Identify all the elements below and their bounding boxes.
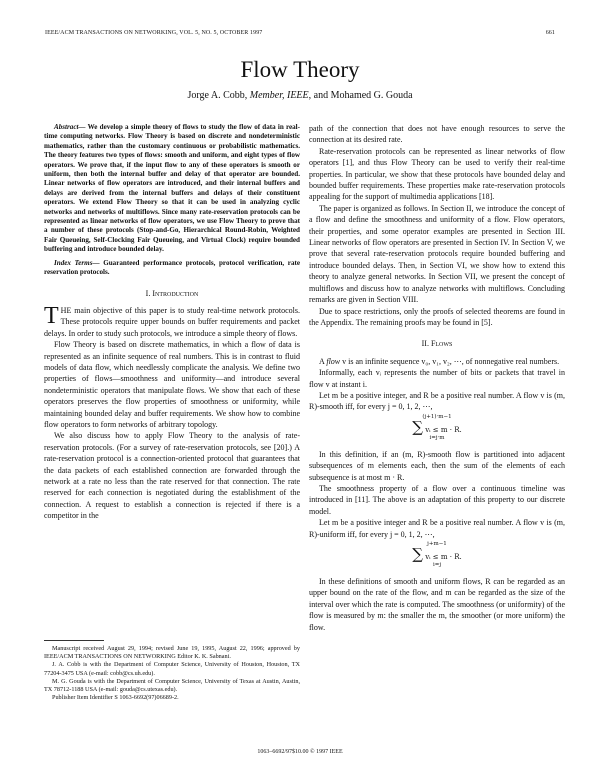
right-column: [309, 123, 565, 633]
intro-paragraph-4: Rate-reservation protocols can be represented as linear networks of flow operators [1], and thus Flow Theory can be used to verify their real-time properties. In particular, we show that these protocols have bounded delay and bounded buffer requirements. These properties make rate-reservation protocols appealing for the support of multimedia applications [18].: [309, 146, 565, 202]
section-2-number: II.: [421, 339, 429, 349]
page-number: 661: [545, 30, 555, 36]
intro-paragraph-3: We also discuss how to apply Flow Theory to the analysis of rate-reservation protocols. (For a survey of rate-reservation protocols, see [20].) A rate-reservation protocol is a connection-oriented protocol that guarantees that the data packets of each established connection are forwarded through the network at a rate no less than the rate reserved for that connection. The rate reserved for each connection is negotiated during the establishment of the connection. A request to establish a connection is rejected if there is a competitor in the: [44, 431, 300, 521]
section-1-title: Introduction: [152, 288, 199, 298]
running-header: [45, 30, 555, 36]
copyright-footer: 1063–6692/97$10.00 © 1997 IEEE: [257, 749, 343, 755]
flow-term: flow: [326, 356, 341, 366]
footnote-gouda: M. G. Gouda is with the Department of Computer Science, University of Texas at Austin, Austin, TX 78712-1188 USA (e-mail: gouda@cs.utexas.edu).: [44, 677, 300, 694]
intro-paragraph-2: Flow Theory is based on discrete mathematics, in which a flow of data is represented as an infinite sequence of real numbers. This is in contrast to fluid models of data flow, which needlessly complicate the analysis. We define two properties of flows—smoothness and uniformity—and introduce several nondeterministic operators that manipulate flows. We show that each of these operators preserves the flow properties of smoothness or uniformity, while maintaining bounded delay and buffer requirements. We show how to combine flow operators to form networks of arbitrary topology.: [44, 340, 300, 429]
journal-header: IEEE/ACM TRANSACTIONS ON NETWORKING, VOL. 5, NO. 5, OCTOBER 1997: [45, 30, 263, 36]
flows-paragraph-3: Let m be a positive integer, and R be a positive real number. A flow v is (m, R)-smooth iff, for every j = 0, 1, 2, ⋯,: [309, 390, 565, 412]
flows-p1-a: A: [319, 356, 327, 366]
flows-paragraph-7: In these definitions of smooth and uniform flows, R can be regarded as an upper bound on the rate of the flow, and m can be regarded as the size of the interval over which the rate is computed. The smoothness (or uniformity) of the flow is measured by m: the smaller the m, the smoother (or more uniform) the flow.: [309, 577, 565, 632]
intro-paragraph-6: Due to space restrictions, only the proofs of selected theorems are found in the Appendix. The remaining proofs may be found in [5].: [309, 306, 565, 327]
footnotes: [44, 645, 300, 702]
footnote-rule: [44, 640, 104, 641]
abstract-text: We develop a simple theory of flows to study the flow of data in real-time computing networks. Flow Theory is based on discrete and nondeterministic mathematics, rather than the customary continuous or probabilistic mathematics. The theory features two types of flows: smooth and uniform, and eight types of flow operators. We prove that, if the input flow to any of these operators is smooth or uniform, then both the internal buffer and delay of that operator are bounded. Linear networks of flow operators are introduced, and their internal buffers and delays are derived from the internal buffers and delays of their constituent operators. We extend Flow Theory so that it can be used in analyzing cyclic networks and networks of multiflows. Since many rate-reservation protocols can be represented as linear networks of flow operators, we use Flow Theory to prove that a number of these protocols (Stop-and-Go, Hierarchical Round-Robin, Weighted Fair Queueing, Self-Clocking Fair Queueing, and Virtual Clock) require bounded buffering and introduce bounded delay.: [44, 123, 300, 254]
footnote-pii: Publisher Item Identifier S 1063-6692(97)06689-2.: [52, 694, 179, 702]
index-terms: [44, 259, 300, 278]
eq1-upper-limit: (j+1)·m−1: [422, 413, 452, 420]
section-2-title: Flows: [430, 339, 453, 349]
equation-uniform: [309, 541, 565, 568]
equation-smooth: [309, 414, 565, 441]
flows-paragraph-4: In this definition, if an (m, R)-smooth flow is partitioned into adjacent subsequences of m elements each, then the sum of the elements of each subsequence is at most m · R.: [309, 449, 565, 482]
author-conjunction: and: [313, 90, 329, 101]
left-column: [44, 123, 300, 522]
sum-symbol: ∑: [412, 417, 423, 436]
drop-cap: T: [44, 302, 59, 329]
footnote-received: Manuscript received August 29, 1994; revised June 19, 1995, August 22, 1996; approved by IEEE/ACM TRANSACTIONS ON NETWORKING Editor K. K. Sabnani.: [44, 645, 300, 661]
flows-p1-b: v is an infinite sequence v₀, v₁, v₂, ⋯, of nonnegative real numbers.: [340, 356, 560, 366]
flows-paragraph-6: Let m be a positive integer and R be a positive real number. A flow v is (m, R)-uniform iff, for every j = 0, 1, 2, ⋯,: [309, 518, 565, 539]
index-terms-text: Guaranteed performance protocols, protocol verification, rate reservation protocols.: [44, 258, 301, 277]
paper-title: Flow Theory: [240, 57, 360, 82]
author-1: Jorge A. Cobb,: [187, 90, 248, 101]
intro-paragraph-3-continued: path of the connection that does not have enough resources to serve the connection at its desired rate.: [309, 124, 565, 145]
sum-symbol: ∑: [412, 545, 423, 563]
flows-paragraph-5: The smoothness property of a flow over a continuous timeline was introduced in [11]. The above is an adaptation of this property to our discrete model.: [309, 483, 565, 516]
eq2-upper-limit: j+m−1: [427, 541, 447, 547]
author-1-role: Member, IEEE,: [249, 90, 312, 101]
abstract: [44, 123, 300, 255]
intro-paragraph-5: The paper is organized as follows. In Section II, we introduce the concept of a flow and define the smoothness and uniformity of a flow. Flow operators, their properties, and some operator examples are presented in Section III. Linear networks of flow operators are presented in Section IV. In Section V, we prove that several rate-reservation protocols require bounded buffering and introduce bounded delays. Then, in Section VI, we show how to extend this theory to analyze general networks. In Section VII, we present the concept of multiflows and discuss how to analyze networks with multiflows. Concluding remarks are given in Section VIII.: [309, 203, 565, 305]
intro-paragraph-1-text: HE main objective of this paper is to study real-time network protocols. These protocols require upper bounds on buffer requirements and packet delays. In order to study such protocols, we introduce a simple theory of flows.: [44, 305, 300, 338]
abstract-label: Abstract—: [54, 123, 86, 131]
section-2-heading: [309, 338, 565, 349]
footnote-cobb: J. A. Cobb is with the Department of Computer Science, University of Houston, Houston, TX 77204-3475 USA (e-mail: cobb@cs.uh.edu).: [44, 661, 300, 677]
eq2-lower-limit: i=j: [432, 562, 442, 568]
index-terms-label: Index Terms—: [54, 258, 100, 267]
flows-paragraph-2: Informally, each vᵢ represents the number of bits or packets that travel in flow v at instant i.: [309, 368, 565, 389]
eq1-body: vᵢ ≤ m · R.: [425, 425, 462, 434]
section-1-heading: [44, 288, 300, 299]
eq2-body: vᵢ ≤ m · R.: [425, 553, 462, 561]
flows-paragraph-1: [309, 356, 565, 367]
eq1-lower-limit: i=j·m: [429, 434, 445, 441]
author-line: [0, 90, 600, 101]
section-1-number: I.: [145, 288, 151, 298]
author-2: Mohamed G. Gouda: [330, 90, 413, 101]
intro-paragraph-1: [44, 302, 300, 339]
